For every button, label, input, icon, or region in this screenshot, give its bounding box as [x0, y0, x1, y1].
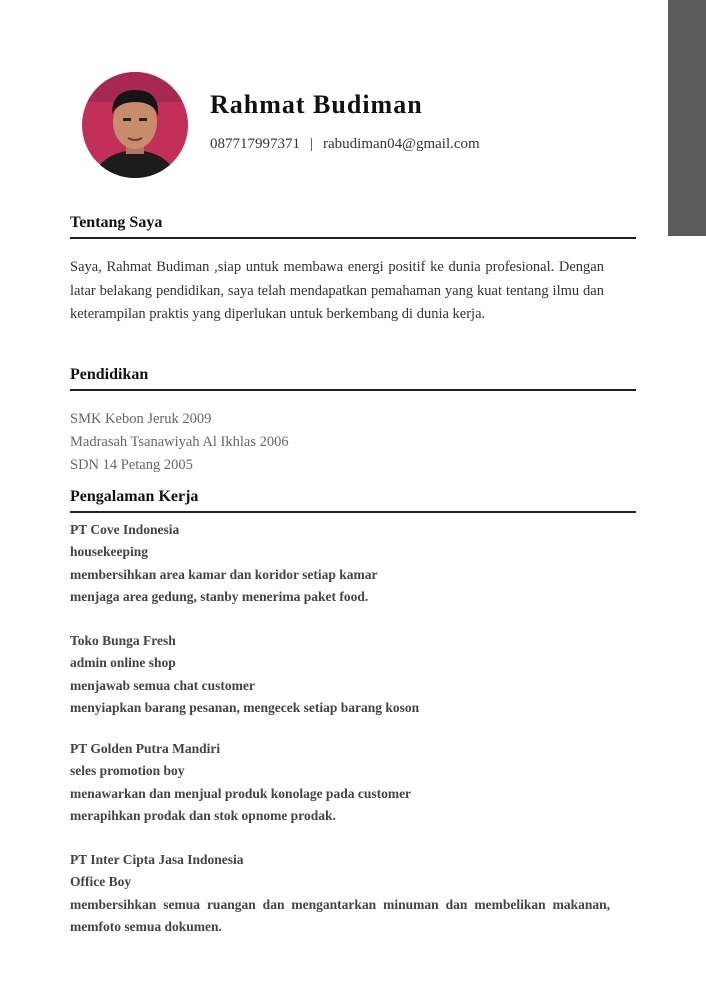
job-duty: membersihkan semua ruangan dan mengantarkan minuman dan membelikan makanan, memfoto semua dokumen.: [70, 896, 610, 934]
contact-line: [210, 136, 480, 153]
contact-separator: |: [310, 136, 314, 152]
job-role: housekeeping: [70, 544, 149, 560]
about-section-title: Tentang Saya: [70, 214, 636, 239]
job-entry: [70, 849, 610, 938]
job-duty: membersihkan area kamar dan koridor setiap kamar: [70, 566, 378, 582]
job-duty: merapihkan prodak dan stok opnome prodak.: [70, 807, 336, 823]
job-duty: menyiapkan barang pesanan, mengecek setiap barang koson: [70, 699, 420, 715]
scrollbar[interactable]: [668, 0, 706, 236]
profile-photo: [82, 72, 188, 178]
job-duty: menjawab semua chat customer: [70, 677, 255, 693]
experience-section-title: Pengalaman Kerja: [70, 488, 636, 513]
education-item: SMK Kebon Jeruk 2009: [70, 411, 212, 427]
job-entry: [70, 738, 610, 827]
job-company: PT Inter Cipta Jasa Indonesia: [70, 852, 244, 867]
job-company: Toko Bunga Fresh: [70, 633, 176, 648]
education-section-title: Pendidikan: [70, 366, 636, 391]
email-address: rabudiman04@gmail.com: [323, 136, 480, 152]
job-entry: [70, 519, 610, 608]
job-company: PT Golden Putra Mandiri: [70, 741, 221, 756]
job-role: Office Boy: [70, 874, 132, 890]
job-role: admin online shop: [70, 655, 176, 671]
education-list: [70, 408, 289, 477]
job-entry: [70, 630, 610, 719]
about-text: Saya, Rahmat Budiman ,siap untuk membawa energi positif ke dunia profesional. Dengan latar belakang pendidikan, saya telah mendapatkan pemahaman yang kuat tentang ilmu dan keterampilan praktis yang diperlukan untuk berkembang di dunia kerja.: [70, 259, 604, 322]
job-role: seles promotion boy: [70, 763, 185, 779]
education-item: SDN 14 Petang 2005: [70, 457, 193, 473]
job-company: PT Cove Indonesia: [70, 522, 180, 537]
job-duty: menjaga area gedung, stanby menerima paket food.: [70, 588, 369, 604]
phone-number: 087717997371: [210, 136, 300, 152]
education-item: Madrasah Tsanawiyah Al Ikhlas 2006: [70, 434, 289, 450]
candidate-name: Rahmat Budiman: [210, 90, 423, 119]
job-duty: menawarkan dan menjual produk konolage pada customer: [70, 785, 412, 801]
